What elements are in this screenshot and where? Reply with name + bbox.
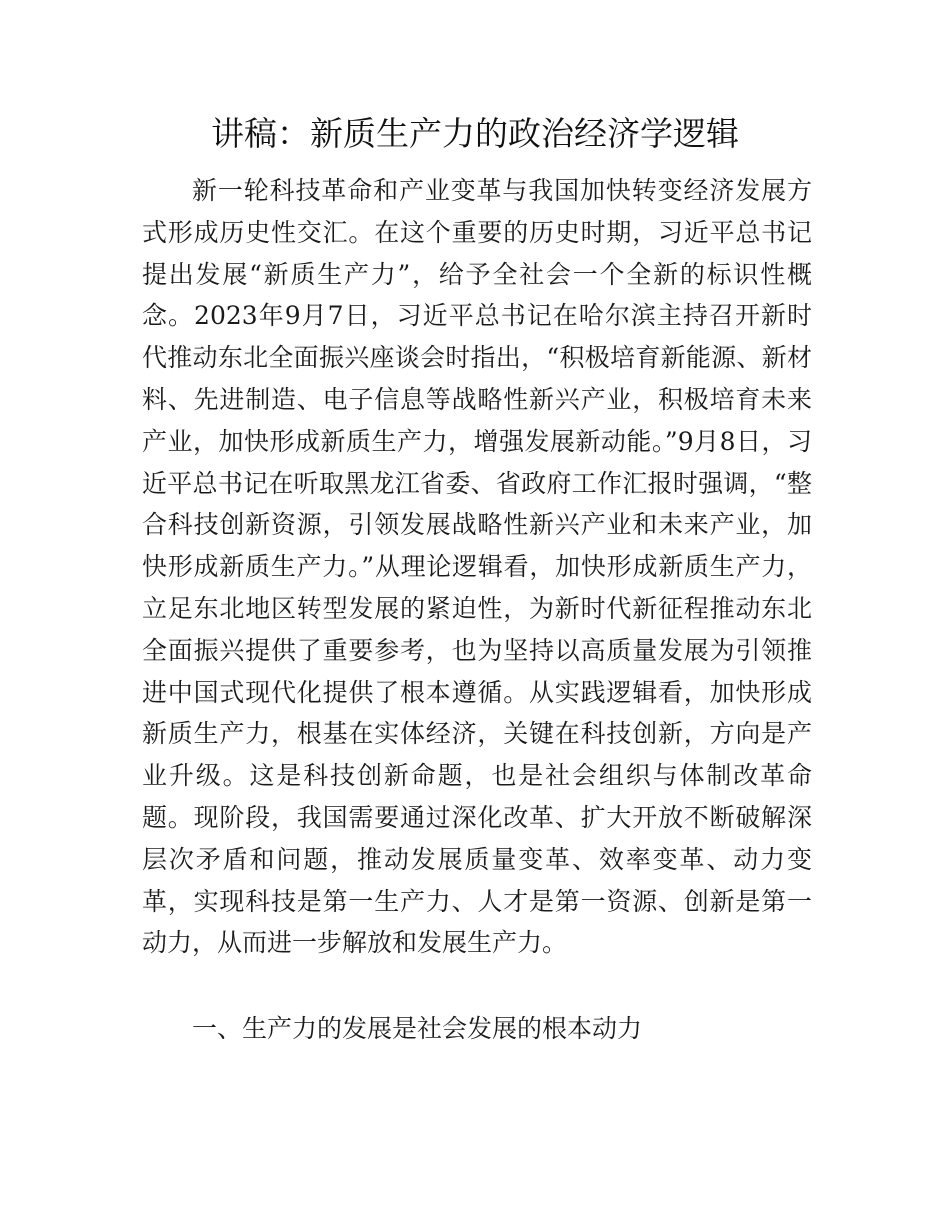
document-title: 讲稿：新质生产力的政治经济学逻辑: [211, 114, 739, 153]
section-heading: 一、生产力的发展是社会发展的根本动力: [192, 1014, 643, 1043]
intro-paragraph: 新一轮科技革命和产业变革与我国加快转变经济发展方式形成历史性交汇。在这个重要的历史时期，习近平总书记提出发展“新质生产力”，给予全社会一个全新的标识性概念。2023年9月7日，习近平总书记在哈尔滨主持召开新时代推动东北全面振兴座谈会时指出，“积极培育新能源、新材料、先进制造、电子信息等战略性新兴产业，积极培育未来产业，加快形成新质生产力，增强发展新动能。”9月8日，习近平总书记在听取黑龙江省委、省政府工作汇报时强调，“整合科技创新资源，引领发展战略性新兴产业和未来产业，加快形成新质生产力。”从理论逻辑看，加快形成新质生产力，立足东北地区转型发展的紧迫性，为新时代新征程推动东北全面振兴提供了重要参考，也为坚持以高质量发展为引领推进中国式现代化提供了根本遵循。从实践逻辑看，加快形成新质生产力，根基在实体经济，关键在科技创新，方向是产业升级。这是科技创新命题，也是社会组织与体制改革命题。现阶段，我国需要通过深化改革、扩大开放不断破解深层次矛盾和问题，推动发展质量变革、效率变革、动力变革，实现科技是第一生产力、人才是第一资源、创新是第一动力，从而进一步解放和发展生产力。: [142, 176, 812, 958]
